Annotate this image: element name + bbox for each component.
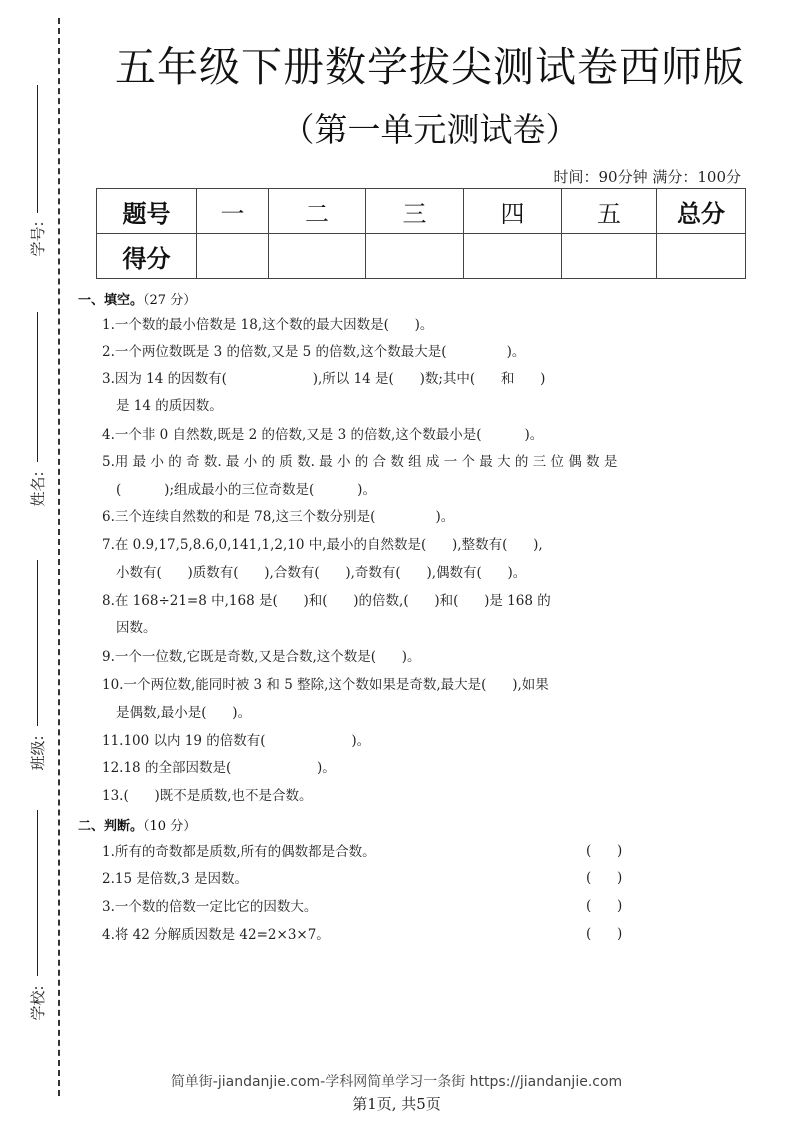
footer-page-info: 第1页, 共5页	[352, 1095, 441, 1113]
section-fill-in-title	[78, 289, 196, 308]
header-cell-1: 一	[197, 189, 269, 234]
judge-item: 1.所有的奇数都是质数,所有的偶数都是合数。	[102, 844, 376, 860]
score-cell-3[interactable]	[366, 234, 464, 279]
name-label: 姓名:	[29, 471, 47, 507]
score-table-header-row	[97, 189, 746, 234]
binding-dashed-line	[58, 18, 60, 1096]
class-blank-line[interactable]	[37, 560, 38, 726]
section-judge-points: （10 分）	[143, 819, 197, 834]
question-line: 4.一个非 0 自然数,既是 2 的倍数,又是 3 的倍数,这个数最小是( )。	[102, 427, 544, 443]
score-table	[96, 188, 746, 279]
question-line: 12.18 的全部因数是( )。	[102, 760, 336, 776]
score-row-label: 得分	[97, 234, 197, 279]
exam-meta: 时间：90分钟 满分：100分	[553, 168, 741, 186]
student-id-label: 学号:	[29, 221, 47, 257]
question-line: 13.( )既不是质数,也不是合数。	[102, 788, 313, 804]
header-cell-5: 五	[562, 189, 657, 234]
question-line: 3.因为 14 的因数有( ),所以 14 是( )数;其中( 和 )	[102, 371, 546, 387]
question-line-continued: 是偶数,最小是( )。	[116, 705, 252, 721]
header-cell-3: 三	[366, 189, 464, 234]
judge-answer-box[interactable]: ( )	[586, 926, 623, 942]
section-fill-in-heading: 一、填空。	[78, 293, 144, 308]
page-title: 五年级下册数学拔尖测试卷西师版	[115, 43, 745, 91]
header-cell-2: 二	[269, 189, 366, 234]
header-cell-4: 四	[464, 189, 562, 234]
judge-item: 2.15 是倍数,3 是因数。	[102, 871, 249, 887]
question-line-continued: 小数有( )质数有( ),合数有( ),奇数有( ),偶数有( )。	[116, 565, 527, 581]
question-line: 5.用 最 小 的 奇 数. 最 小 的 质 数. 最 小 的 合 数 组 成 一 个 最 大 的 三 位 偶 数 是	[102, 454, 618, 470]
school-blank-line[interactable]	[37, 810, 38, 976]
score-cell-1[interactable]	[197, 234, 269, 279]
question-line: 10.一个两位数,能同时被 3 和 5 整除,这个数如果是奇数,最大是( ),如果	[102, 677, 549, 693]
section-fill-in-points: （27 分）	[143, 293, 197, 308]
class-label: 班级:	[29, 735, 47, 771]
question-line: 11.100 以内 19 的倍数有( )。	[102, 733, 371, 749]
judge-answer-box[interactable]: ( )	[586, 843, 623, 859]
section-judge-heading: 二、判断。	[78, 819, 144, 834]
question-line: 6.三个连续自然数的和是 78,这三个数分别是( )。	[102, 509, 455, 525]
question-line: 9.一个一位数,它既是奇数,又是合数,这个数是( )。	[102, 649, 421, 665]
question-line-continued: 因数。	[116, 620, 157, 636]
question-line: 2.一个两位数既是 3 的倍数,又是 5 的倍数,这个数最大是( )。	[102, 344, 526, 360]
judge-answer-box[interactable]: ( )	[586, 870, 623, 886]
score-cell-4[interactable]	[464, 234, 562, 279]
judge-item: 4.将 42 分解质因数是 42=2×3×7。	[102, 927, 330, 943]
score-cell-2[interactable]	[269, 234, 366, 279]
judge-answer-box[interactable]: ( )	[586, 898, 623, 914]
header-cell-total: 总分	[657, 189, 746, 234]
page-subtitle: （第一单元测试卷）	[281, 110, 579, 149]
student-id-blank-line[interactable]	[37, 85, 38, 213]
question-line-continued: 是 14 的质因数。	[116, 398, 223, 414]
question-line-continued: ( );组成最小的三位奇数是( )。	[116, 482, 376, 498]
question-line: 8.在 168÷21=8 中,168 是( )和( )的倍数,( )和( )是 168 的	[102, 593, 551, 609]
school-label: 学校:	[29, 985, 47, 1021]
question-line: 1.一个数的最小倍数是 18,这个数的最大因数是( )。	[102, 317, 434, 333]
name-blank-line[interactable]	[37, 312, 38, 462]
score-cell-5[interactable]	[562, 234, 657, 279]
question-line: 7.在 0.9,17,5,8.6,0,141,1,2,10 中,最小的自然数是( ),整数有( ),	[102, 537, 543, 553]
score-cell-total[interactable]	[657, 234, 746, 279]
footer-watermark: 简单街-jiandanjie.com-学科网简单学习一条街 https://jiandanjie.com	[170, 1074, 623, 1090]
judge-item: 3.一个数的倍数一定比它的因数大。	[102, 899, 318, 915]
header-cell-question-no: 题号	[97, 189, 197, 234]
score-table-score-row	[97, 234, 746, 279]
section-judge-title	[78, 815, 196, 834]
